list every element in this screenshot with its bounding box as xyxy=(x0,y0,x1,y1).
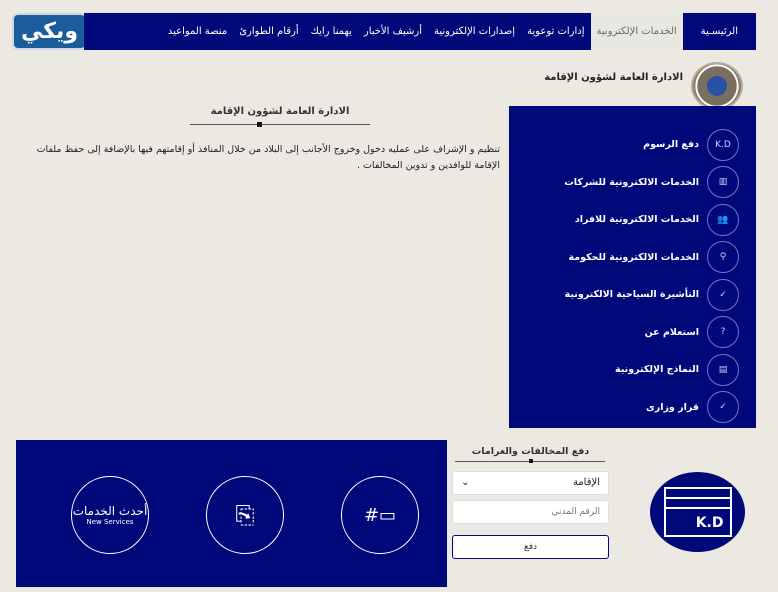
nav-emergency[interactable]: أرقام الطوارئ xyxy=(239,26,299,37)
ministry-seal-icon xyxy=(691,62,743,110)
sidebar-item-pay-fees[interactable] xyxy=(509,126,756,164)
pay-button[interactable]: دفع xyxy=(452,535,609,559)
sidebar-item-label: الخدمات الالكترونية للحكومة xyxy=(568,251,699,263)
nav-news-archive[interactable]: أرشيف الأخبار xyxy=(363,26,422,37)
new-services-link[interactable] xyxy=(71,476,149,554)
section-description: تنظيم و الإشراف على عمليه دخول وخروج الأجانب إلى البلاد من خلال المنافذ أو إقامتهم فيها بالإضافة إلى حفظ ملفات الإقامة للوافدين و تدوين المخالفات . xyxy=(36,144,500,171)
sidebar-item-label: الخدمات الالكترونية للافراد xyxy=(574,214,699,226)
question-doc-icon: ? xyxy=(707,316,739,348)
divider-dot xyxy=(529,459,533,463)
sidebar-item-decision[interactable] xyxy=(509,389,756,427)
sidebar-item-label: قرار وزارى xyxy=(646,401,699,413)
sidebar-item-individuals[interactable] xyxy=(509,201,756,239)
divider-dot xyxy=(257,122,262,127)
section-title: الادارة العامة لشؤون الإقامة xyxy=(210,106,350,117)
kd-label: K.D xyxy=(664,487,732,537)
nav-appointments[interactable]: منصة المواعيد xyxy=(167,26,228,37)
civil-id-input[interactable] xyxy=(452,500,609,524)
main-nav xyxy=(84,13,756,50)
kd-card-icon: K.D xyxy=(707,129,739,161)
decision-check-icon: ✓ xyxy=(707,391,739,423)
sidebar-item-label: دفع الرسوم xyxy=(643,139,699,151)
header-title: الادارة العامة لشؤون الإقامة xyxy=(544,72,683,83)
people-icon: 👥 xyxy=(707,204,739,236)
site-logo[interactable]: ويكي xyxy=(12,13,87,50)
chevron-down-icon: ⌄ xyxy=(461,477,470,488)
sidebar-item-label: استعلام عن xyxy=(644,326,699,338)
forms-icon: ▤ xyxy=(707,354,739,386)
fines-form-title: دفع المخالفات والغرامات xyxy=(471,446,590,457)
sidebar-item-forms[interactable] xyxy=(509,351,756,389)
kd-payment-icon xyxy=(650,472,745,552)
nav-awareness[interactable]: إدارات توعوية xyxy=(527,26,585,37)
divider xyxy=(190,124,370,125)
id-card-number-icon[interactable]: #▭ xyxy=(341,476,419,554)
sidebar-item-tourist-visa[interactable] xyxy=(509,276,756,314)
services-sidebar xyxy=(509,106,756,428)
nav-publications[interactable]: إصدارات الإلكترونية xyxy=(434,26,516,37)
nav-e-services[interactable]: الخدمات الإلكترونية xyxy=(591,13,683,50)
government-icon: ⚲ xyxy=(707,241,739,273)
new-services-en: New Services xyxy=(86,518,134,526)
nav-feedback[interactable]: يهمنا رايك xyxy=(310,26,352,37)
visa-check-icon: ✓ xyxy=(707,279,739,311)
new-services-ar: أحدث الخدمات xyxy=(72,504,148,518)
sidebar-item-inquiry[interactable] xyxy=(509,314,756,352)
sidebar-item-label: الخدمات الالكترونية للشركات xyxy=(564,176,699,188)
sidebar-item-government[interactable] xyxy=(509,239,756,277)
sidebar-item-label: النماذج الإلكترونية xyxy=(615,364,699,376)
select-value: الإقامة xyxy=(572,477,600,488)
sidebar-item-companies[interactable] xyxy=(509,164,756,202)
building-icon: ▥ xyxy=(707,166,739,198)
document-tracking-icon[interactable]: ⎘ xyxy=(206,476,284,554)
nav-home[interactable]: الرئيسـية xyxy=(700,26,738,37)
fine-type-select[interactable] xyxy=(452,471,609,495)
sidebar-item-label: التأشيرة السياحية الالكترونية xyxy=(564,289,699,301)
